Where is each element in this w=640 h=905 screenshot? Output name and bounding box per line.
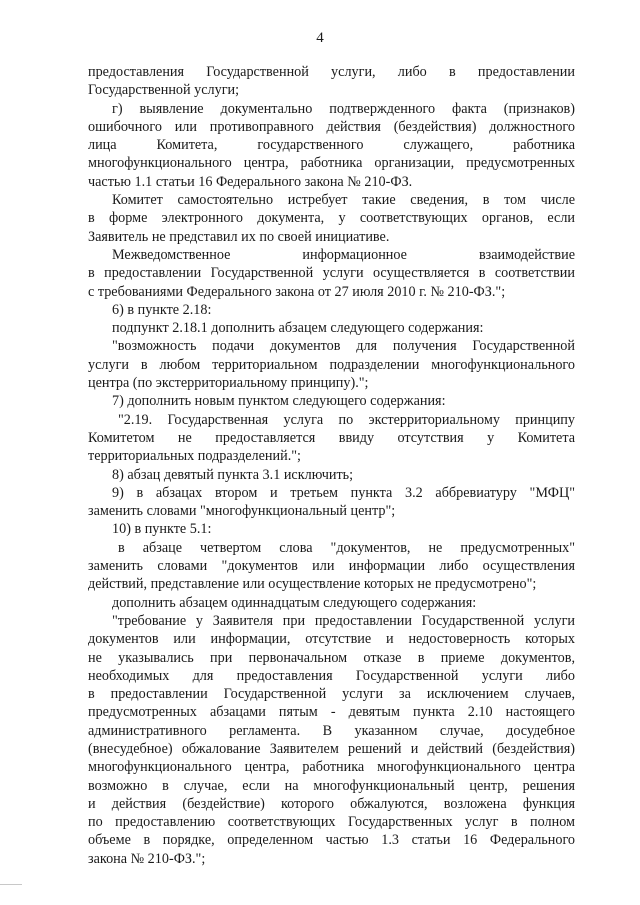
text-line: Комитетом не предоставляется ввиду отсутствия у Комитета — [88, 429, 575, 446]
text-line: 9) в абзацах втором и третьем пункта 3.2 аббревиатуру "МФЦ" — [112, 484, 575, 501]
text-line: объеме в порядке, определенном частью 1.3 статьи 16 Федерального — [88, 832, 575, 849]
text-line: закона № 210-ФЗ."; — [88, 850, 206, 867]
text-line: действий, представление или осуществление которых не предусмотрено"; — [88, 576, 537, 593]
text-line: Комитет самостоятельно истребует такие сведения, в том числе — [112, 192, 575, 209]
text-line: в предоставлении Государственной услуги осуществляется в соответствии — [88, 265, 575, 282]
text-line: возможно в случае, если на многофункциональный центр, решения — [88, 777, 575, 794]
text-line: необходимых для предоставления Государственной услуги либо — [88, 667, 575, 684]
text-line: в форме электронного документа, у соответствующих органов, если — [88, 210, 575, 227]
text-line: по предоставлению соответствующих Государственных услуг в полном — [88, 814, 575, 831]
text-line: лица Комитета, государственного служащего, работника — [88, 137, 575, 154]
text-line: документов или информации, отсутствие и недостоверность которых — [88, 631, 575, 648]
text-line: с требованиями Федерального закона от 27 июля 2010 г. № 210-ФЗ."; — [88, 283, 506, 300]
text-line: в абзаце четвертом слова "документов, не предусмотренных" — [118, 539, 575, 556]
text-line: территориальных подразделений."; — [88, 448, 301, 465]
text-line: ошибочного или противоправного действия (бездействия) должностного — [88, 118, 575, 135]
text-line: "2.19. Государственная услуга по экстерриториальному принципу — [118, 411, 575, 428]
text-line: услуги в любом территориальном подразделении многофункционального — [88, 356, 575, 373]
text-line: (внесудебное) обжалование Заявителем решений и действий (бездействия) — [88, 740, 575, 757]
text-line: многофункционального центра, работника многофункционального центра — [88, 759, 575, 776]
text-line: 8) абзац девятый пункта 3.1 исключить; — [112, 466, 354, 483]
text-line: Государственной услуги; — [88, 82, 240, 99]
text-line: Заявитель не представил их по своей инициативе. — [88, 228, 390, 245]
text-line: "возможность подачи документов для получения Государственной — [112, 338, 575, 355]
text-line: "требование у Заявителя при предоставлении Государственной услуги — [112, 612, 575, 629]
document-body — [88, 63, 575, 868]
text-line: подпункт 2.18.1 дополнить абзацем следующего содержания: — [112, 320, 484, 337]
text-line: и действия (бездействие) которого обжалуются, возложена функция — [88, 795, 575, 812]
text-line: Межведомственное информационное взаимодействие — [112, 246, 575, 263]
text-line: дополнить абзацем одиннадцатым следующего содержания: — [112, 594, 477, 611]
text-line: 6) в пункте 2.18: — [112, 301, 212, 318]
text-line: г) выявление документально подтвержденного факта (признаков) — [112, 100, 575, 117]
text-line: не указывались при первоначальном отказе в приеме документов, — [88, 649, 575, 666]
text-line: заменить словами "документов или информации либо осуществления — [88, 558, 575, 575]
scan-edge-mark — [0, 884, 22, 885]
text-line: частью 1.1 статьи 16 Федерального закона № 210-ФЗ. — [88, 173, 413, 190]
text-line: предоставления Государственной услуги, либо в предоставлении — [88, 64, 575, 80]
text-line: заменить словами "многофункциональный центр"; — [88, 503, 396, 520]
text-line: в предоставлении Государственной услуги за исключением случаев, — [88, 686, 575, 703]
text-line: центра (по экстерриториальному принципу)."; — [88, 375, 369, 392]
text-line: административного регламента. В указанном случае, досудебное — [88, 722, 575, 739]
text-line: предусмотренных абзацами пятым - девятым пункта 2.10 настоящего — [88, 704, 575, 721]
page-number: 4 — [316, 30, 324, 46]
text-line: 7) дополнить новым пунктом следующего содержания: — [112, 393, 446, 410]
text-line: 10) в пункте 5.1: — [112, 521, 212, 538]
text-line: многофункционального центра, работника организации, предусмотренных — [88, 155, 575, 172]
